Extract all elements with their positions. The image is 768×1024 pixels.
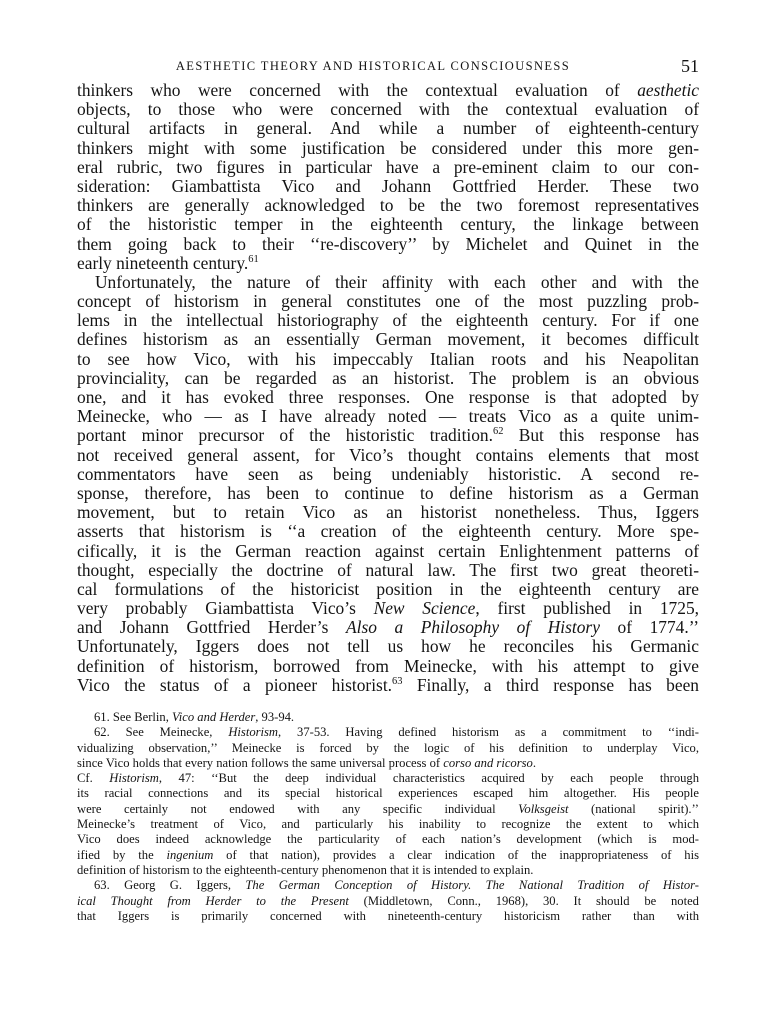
body-line xyxy=(77,618,699,637)
body-line xyxy=(77,139,699,158)
body-line xyxy=(77,637,699,656)
body-line xyxy=(77,196,699,215)
body-text xyxy=(77,81,699,695)
text-run: , 93-94. xyxy=(255,710,295,724)
body-line xyxy=(77,407,699,426)
body-line xyxy=(77,81,699,100)
body-line xyxy=(77,676,699,695)
footnote-line xyxy=(77,802,699,817)
text-run: to see how Vico, with his impeccably Italian roots and his Neapolitan xyxy=(77,348,699,369)
text-run: thinkers are generally acknowledged to be the two foremost representatives xyxy=(77,195,699,216)
text-run: cultural artifacts in general. And while a number of eighteenth-century xyxy=(77,118,699,139)
body-line xyxy=(77,273,699,292)
body-line xyxy=(77,254,699,273)
text-run: of that nation), provides a clear indication of the inappropriateness of his xyxy=(213,847,699,862)
text-run: objects, to those who were concerned with the contextual evaluation of xyxy=(77,99,699,120)
text-run: ified by the xyxy=(77,847,167,862)
text-run: them going back to their ‘‘re-discovery’’ by Michelet and Quinet in the xyxy=(77,233,699,254)
body-line xyxy=(77,119,699,138)
text-run: of the historistic temper in the eighteenth century, the linkage between xyxy=(77,214,699,235)
text-run: its racial connections and its special historical experiences escaped him altogether. His people xyxy=(77,786,699,801)
text-run: lems in the intellectual historiography of the eighteenth century. For if one xyxy=(77,310,699,331)
text-run: commentators have seen as being undeniably historistic. A second re- xyxy=(77,463,699,484)
body-line xyxy=(77,561,699,580)
body-line xyxy=(77,484,699,503)
body-line xyxy=(77,292,699,311)
body-line xyxy=(77,465,699,484)
footnote-line xyxy=(77,771,699,786)
text-run: Vico the status of a pioneer historist. xyxy=(77,674,392,695)
body-line xyxy=(77,177,699,196)
body-line xyxy=(77,657,699,676)
text-run: eral rubric, two figures in particular have a pre-eminent claim to our con- xyxy=(77,156,699,177)
text-run: thinkers might with some justification be considered under this more gen- xyxy=(77,137,699,158)
text-run: (national spirit).’’ xyxy=(568,801,699,816)
body-line xyxy=(77,503,699,522)
footnote-line xyxy=(77,832,699,847)
footnote-line xyxy=(77,894,699,909)
text-run: (Middletown, Conn., 1968), 30. It should be noted xyxy=(348,893,699,908)
text-run: of 1774.’’ xyxy=(599,617,700,638)
body-line xyxy=(77,388,699,407)
footnote-ref: 62 xyxy=(492,426,504,438)
body-line xyxy=(77,369,699,388)
body-line xyxy=(77,215,699,234)
body-line xyxy=(77,350,699,369)
footnote-line xyxy=(77,786,699,801)
text-run: thought, especially the doctrine of natural law. The first two great theoreti- xyxy=(77,559,699,580)
text-run: Meinecke, who — as I have already noted — treats Vico as a quite unim- xyxy=(77,406,699,427)
text-run: and Johann Gottfried Herder’s xyxy=(77,617,346,638)
text-run: cal formulations of the historicist position in the eighteenth century are xyxy=(77,578,699,599)
footnote-ref: 63 xyxy=(392,676,403,688)
text-run: thinkers who were concerned with the contextual evaluation of xyxy=(77,80,638,100)
body-line xyxy=(77,330,699,349)
text-run: Historism xyxy=(109,771,159,786)
text-run: Also a Philosophy of History xyxy=(346,617,600,638)
text-run: that Iggers is primarily concerned with nineteenth-century historicism rather than with xyxy=(77,908,699,923)
text-run: sideration: Giambattista Vico and Johann Gottfried Herder. These two xyxy=(77,175,699,196)
text-run: But this response has xyxy=(503,425,699,446)
body-line xyxy=(77,522,699,541)
text-run: ingenium xyxy=(166,847,214,862)
text-run: very probably Giambattista Vico’s xyxy=(77,598,374,619)
text-run: Meinecke’s treatment of Vico, and particularly his inability to recognize the extent to which xyxy=(77,817,699,832)
footnote-line xyxy=(77,756,699,771)
footnote-ref: 61 xyxy=(248,253,259,265)
body-line xyxy=(77,599,699,618)
text-run: Volksgeist xyxy=(518,801,569,816)
body-line xyxy=(77,542,699,561)
text-run: asserts that historism is ‘‘a creation of the eighteenth century. More spe- xyxy=(77,521,699,542)
text-run: The German Conception of History. The National Tradition of Histor- xyxy=(245,878,699,893)
text-run: cifically, it is the German reaction against certain Enlightenment patterns of xyxy=(77,540,699,561)
text-run: sponse, therefore, has been to continue to define historism as a German xyxy=(77,482,699,503)
body-line xyxy=(77,446,699,465)
footnote-line xyxy=(77,863,699,878)
text-run: Vico does indeed acknowledge the particularity of each nation’s development (which is mod- xyxy=(77,832,699,847)
footnote-line xyxy=(77,741,699,756)
body-line xyxy=(77,235,699,254)
text-run: , 47: ‘‘But the deep individual characteristics acquired by each people through xyxy=(158,771,700,786)
text-run: 62. See Meinecke, xyxy=(94,725,229,740)
page-header xyxy=(77,56,699,78)
footnote-line xyxy=(77,909,699,924)
text-run: ical Thought from Herder to the Present xyxy=(77,893,349,908)
text-run: portant minor precursor of the historistic tradition. xyxy=(77,425,493,446)
text-run: definition of historism, borrowed from Meinecke, with his attempt to give xyxy=(77,655,699,676)
text-run: 63. Georg G. Iggers, xyxy=(94,878,246,893)
body-line xyxy=(77,311,699,330)
text-run: early nineteenth century. xyxy=(77,252,249,273)
footnote-line xyxy=(77,725,699,740)
footnote-line xyxy=(77,878,699,893)
text-run: movement, but to retain Vico as an historist nonetheless. Thus, Iggers xyxy=(77,502,699,523)
footnote-line xyxy=(77,848,699,863)
text-run: one, and it has evoked three responses. One response is that adopted by xyxy=(77,387,699,407)
running-head: AESTHETIC THEORY AND HISTORICAL CONSCIOUSNESS xyxy=(175,59,571,73)
text-run: , first published in 1725, xyxy=(475,598,699,619)
text-run: 61. See Berlin, xyxy=(94,710,172,724)
text-run: definition of historism to the eighteenth-century phenomenon that it is intended to explain. xyxy=(77,862,534,877)
text-run: , 37-53. Having defined historism as a commitment to ‘‘indi- xyxy=(278,725,699,740)
text-run: were certainly not endowed with any specific individual xyxy=(77,801,519,816)
body-line xyxy=(77,158,699,177)
text-run: vidualizing observation,’’ Meinecke is forced by the logic of his definition to underplay Vico, xyxy=(77,740,699,755)
text-run: New Science xyxy=(373,598,476,619)
text-run: provinciality, can be regarded as an historist. The problem is an obvious xyxy=(77,367,699,388)
body-line xyxy=(77,580,699,599)
body-line xyxy=(77,426,699,445)
footnotes xyxy=(77,710,699,924)
text-run: Vico and Herder xyxy=(172,710,256,724)
text-run: Historism xyxy=(228,725,279,740)
footnote-line xyxy=(77,817,699,832)
text-run: aesthetic xyxy=(637,80,699,100)
text-run: not received general assent, for Vico’s thought contains elements that most xyxy=(77,444,699,465)
footnote-line xyxy=(77,710,699,725)
text-run: Cf. xyxy=(77,771,110,786)
page-number: 51 xyxy=(681,56,699,76)
text-run: defines historism as an essentially German movement, it becomes difficult xyxy=(77,329,699,350)
body-line xyxy=(77,100,699,119)
text-run: concept of historism in general constitutes one of the most puzzling prob- xyxy=(77,291,699,312)
text-run: since Vico holds that every nation follows the same universal process of xyxy=(77,755,444,770)
text-run: . xyxy=(532,755,536,770)
text-run: corso and ricorso xyxy=(443,755,533,770)
text-run: Unfortunately, the nature of their affinity with each other and with the xyxy=(95,271,699,292)
text-run: Unfortunately, Iggers does not tell us how he reconciles his Germanic xyxy=(77,636,699,657)
text-run: Finally, a third response has been xyxy=(402,674,699,695)
